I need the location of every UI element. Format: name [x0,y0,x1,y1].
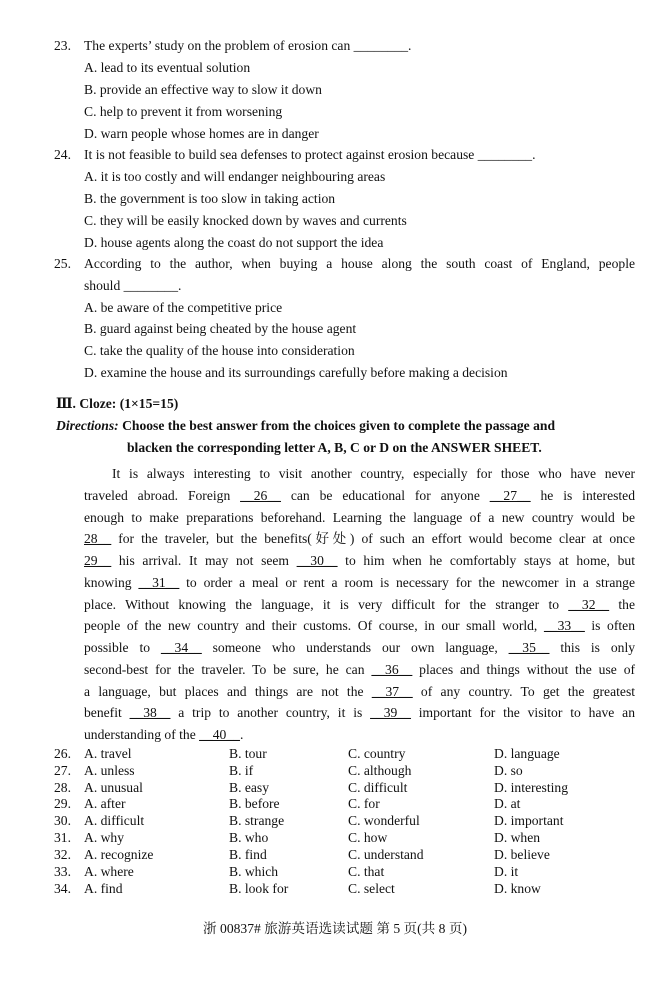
choice-c: C. how [348,830,388,845]
option-a: A. it is too costly and will endanger neighbouring areas [84,169,386,184]
choice-number: 34. [54,881,71,896]
directions-text: Choose the best answer from the choices given to complete the passage and [118,418,556,433]
question-number: 24. [54,147,71,162]
option-d: D. warn people whose homes are in danger [84,126,319,141]
option-c: C. help to prevent it from worsening [84,104,283,119]
choice-row [54,763,614,779]
blank-37: __37__ [371,684,413,699]
choice-d: D. at [494,796,521,811]
passage-line: possible to __34__ someone who understands our own language, __35__ this is only [84,640,636,655]
option-c: C. take the quality of the house into consideration [84,343,355,358]
page-footer: 浙 00837# 旅游英语选读试题 第 5 页(共 8 页) [203,921,467,936]
question-stem: The experts’ study on the problem of erosion can ________. [84,38,412,53]
choice-d: D. so [494,763,523,778]
choice-d: D. interesting [494,780,568,795]
passage-line: knowing __31__ to order a meal or rent a room is necessary for the newcomer in a strange [84,575,636,590]
choice-a: A. unless [84,763,135,778]
passage-line: people of the new country and their customs. Of course, in our small world, __33__ is often [84,618,635,633]
question-stem-line2: should ________. [84,278,182,293]
choice-a: A. travel [84,746,132,761]
passage-line: It is always interesting to visit another country, especially for those who have never [112,466,635,481]
choice-b: B. strange [229,813,285,828]
passage-line: enough to make preparations beforehand. Learning the language of a new country would be [84,510,635,525]
question-stem-line1: According to the author, when buying a house along the south coast of England, people [84,256,635,271]
choice-row [54,830,614,846]
choice-b: B. easy [229,780,270,795]
passage-line: a language, but places and things are not the __37__ of any country. To get the greatest [84,684,636,699]
choice-row [54,864,614,880]
choice-c: C. country [348,746,406,761]
option-d: D. house agents along the coast do not support the idea [84,235,384,250]
choice-b: B. who [229,830,269,845]
choice-a: A. difficult [84,813,145,828]
choice-b: B. which [229,864,279,879]
choice-number: 30. [54,813,71,828]
question-number: 23. [54,38,71,53]
option-c: C. they will be easily knocked down by waves and currents [84,213,407,228]
blank-28: 28__ [84,531,112,546]
choice-b: B. tour [229,746,267,761]
choice-a: A. find [84,881,123,896]
choice-b: B. before [229,796,280,811]
directions-text-line2: blacken the corresponding letter A, B, C or D on the ANSWER SHEET. [127,440,542,455]
option-b: B. provide an effective way to slow it down [84,82,322,97]
question-number: 25. [54,256,71,271]
choice-c: C. although [348,763,412,778]
directions [56,418,555,434]
option-b: B. guard against being cheated by the house agent [84,321,357,336]
choice-row [54,746,614,762]
passage-line: 28__ for the traveler, but the benefits(好处) of such an effort would become clear at once [84,531,635,546]
section-title: Ⅲ. Cloze: (1×15=15) [56,396,179,411]
blank-31: __31__ [138,575,180,590]
choice-row [54,813,614,829]
choice-row [54,796,614,812]
passage-line: 29__ his arrival. It may not seem __30__ to him when he comfortably stays at home, but [84,553,635,568]
choice-c: C. for [348,796,380,811]
choice-b: B. find [229,847,267,862]
blank-26: __26__ [240,488,281,503]
blank-30: __30__ [296,553,338,568]
choice-number: 31. [54,830,71,845]
directions-label: Directions: [56,418,119,433]
question-stem: It is not feasible to build sea defenses to protect against erosion because ________. [84,147,536,162]
choice-number: 28. [54,780,71,795]
choice-number: 29. [54,796,71,811]
blank-39: __39__ [370,705,411,720]
choice-number: 27. [54,763,71,778]
choice-d: D. believe [494,847,550,862]
choice-number: 33. [54,864,71,879]
choice-c: C. select [348,881,395,896]
blank-27: __27__ [489,488,531,503]
choice-row [54,881,614,897]
passage-line: place. Without knowing the language, it is very difficult for the stranger to __32__ the [84,597,635,612]
passage-line: understanding of the __40__. [84,727,244,742]
choice-b: B. look for [229,881,289,896]
choice-c: C. difficult [348,780,408,795]
option-a: A. be aware of the competitive price [84,300,283,315]
blank-34: __34__ [160,640,202,655]
choice-number: 26. [54,746,71,761]
passage-line: second-best for the traveler. To be sure, he can __36__ places and things without the use of [84,662,636,677]
blank-35: __35__ [508,640,550,655]
choice-row [54,847,614,863]
choice-a: A. recognize [84,847,154,862]
choice-a: A. unusual [84,780,143,795]
choice-d: D. know [494,881,541,896]
blank-40: __40__ [199,727,240,742]
blank-38: __38__ [129,705,171,720]
choice-c: C. that [348,864,385,879]
blank-36: __36__ [371,662,413,677]
choice-d: D. when [494,830,541,845]
choice-c: C. understand [348,847,424,862]
choice-d: D. language [494,746,560,761]
passage-line: traveled abroad. Foreign __26__ can be educational for anyone __27__ he is interested [84,488,636,503]
choice-a: A. why [84,830,125,845]
option-d: D. examine the house and its surroundings carefully before making a decision [84,365,508,380]
blank-32: __32__ [568,597,610,612]
option-b: B. the government is too slow in taking action [84,191,336,206]
blank-29: 29__ [84,553,112,568]
choice-d: D. it [494,864,519,879]
option-a: A. lead to its eventual solution [84,60,251,75]
choice-d: D. important [494,813,564,828]
choice-number: 32. [54,847,71,862]
choice-b: B. if [229,763,254,778]
blank-33: __33__ [543,618,585,633]
choice-c: C. wonderful [348,813,420,828]
choice-row [54,780,614,796]
choice-a: A. where [84,864,134,879]
passage-line: benefit __38__ a trip to another country, it is __39__ important for the visitor to have an [84,705,635,720]
choice-a: A. after [84,796,126,811]
